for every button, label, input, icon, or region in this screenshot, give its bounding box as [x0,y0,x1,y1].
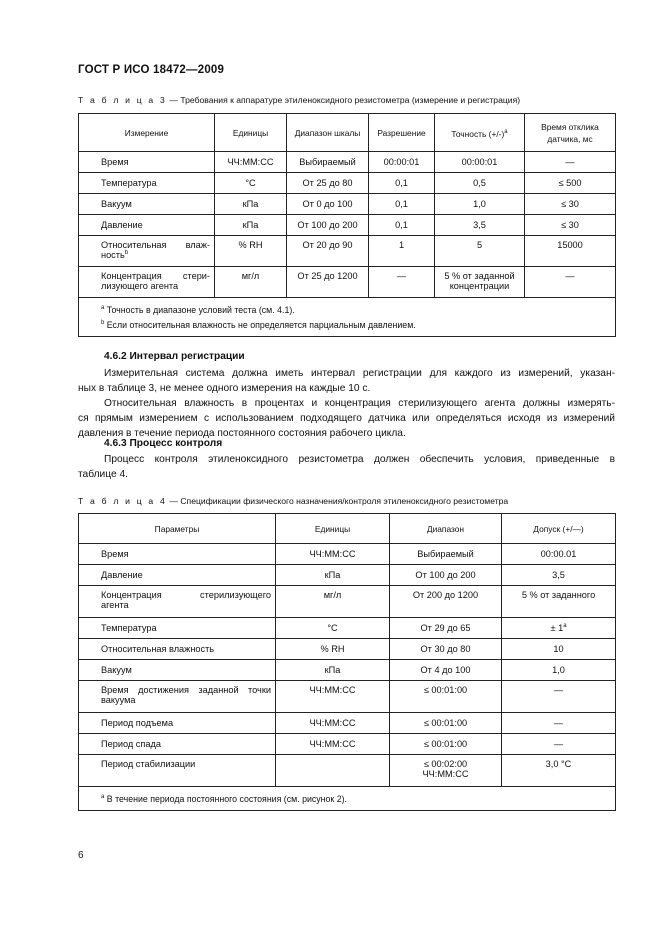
table4-cell-range: ≤ 00:02:00 ЧЧ:ММ:СС [390,755,502,787]
document-header: ГОСТ Р ИСО 18472—2009 [78,64,225,76]
table4-cell-units: ЧЧ:ММ:СС [276,734,390,755]
table3-cell-resolution: — [369,267,435,298]
table4-cell-units: кПа [276,660,390,681]
table4-cell-range: От 30 до 80 [390,639,502,660]
table3-cell-name: Температура [79,173,215,194]
table-row [79,215,616,236]
table3-cell-accuracy: 5 % от заданной концентрации [435,267,525,298]
table3-cell-accuracy: 00:00:01 [435,152,525,173]
table3-cell-range: Выбираемый [287,152,369,173]
table4-cell-tolerance: — [502,681,616,713]
table3-header-row [79,114,616,152]
table3-header-range: Диапазон шкалы [287,114,369,152]
table4-caption-text: — Спецификации физического назначения/контроля этиленоксидного резистометра [166,496,509,506]
table3-cell-response: ≤ 30 [525,194,616,215]
table-row [79,681,616,713]
table4-cell-range: ≤ 00:01:00 [390,734,502,755]
table3-cell-range: От 100 до 200 [287,215,369,236]
table4-cell-name: Период спада [79,734,276,755]
table4-footnotes-row [79,787,616,811]
table4-caption [78,496,508,506]
table3-cell-range: От 0 до 100 [287,194,369,215]
table3-caption-text: — Требования к аппаратуре этиленоксидного резистометра (измерение и регистрация) [166,95,521,105]
table4-cell-tolerance: — [502,713,616,734]
table3-cell-units: % RH [215,236,287,267]
table3-cell-units: мг/л [215,267,287,298]
table4 [78,513,616,811]
table3-cell-name: Время [79,152,215,173]
table4-cell-name: Температура [79,618,276,639]
table4-cell-name: Период подъема [79,713,276,734]
table4-cell-units: ЧЧ:ММ:СС [276,713,390,734]
table4-header-row [79,514,616,544]
table4-cell-tolerance: 3,5 [502,565,616,586]
table4-cell-range: От 4 до 100 [390,660,502,681]
table4-cell-units: мг/л [276,586,390,618]
table3-cell-range: От 25 до 1200 [287,267,369,298]
table3-header-resolution: Разрешение [369,114,435,152]
table4-cell-units [276,755,390,787]
table3 [78,113,616,337]
table3-cell-resolution: 0,1 [369,173,435,194]
table3-footnotes-row [79,298,616,337]
table3-cell-response: — [525,152,616,173]
section-4-6-2-paragraph-1: Измерительная система должна иметь интервал регистрации для каждого из измерений, указан- ных в таблице 3, не менее одного измерения на каждые 10 с. [78,368,615,395]
table-row [79,565,616,586]
table3-cell-units: кПа [215,194,287,215]
table4-cell-tolerance: 1,0 [502,660,616,681]
table4-cell-name: Относительная влажность [79,639,276,660]
table4-cell-range: От 200 до 1200 [390,586,502,618]
section-4-6-2-heading: 4.6.2 Интервал регистрации [104,351,245,362]
table-row [79,236,616,267]
table4-cell-units: кПа [276,565,390,586]
table4-cell-tolerance: 3,0 °С [502,755,616,787]
table3-cell-resolution: 0,1 [369,194,435,215]
table3-cell-name: Относительная влаж- ность$^b$ [79,236,215,267]
table4-cell-tolerance: 5 % от заданного [502,586,616,618]
table-row [79,586,616,618]
table3-footnote-a: $^a$ Точность в диапазоне условий теста (см. 4.1). [101,304,295,315]
table3-cell-response: ≤ 30 [525,215,616,236]
table3-cell-response: 15000 [525,236,616,267]
table4-cell-name: Вакуум [79,660,276,681]
table3-caption-prefix: Т а б л и ц а 3 [78,95,167,105]
table4-cell-tolerance: 10 [502,639,616,660]
table-row [79,713,616,734]
table3-header-response: Время отклика датчика, мс [525,114,616,152]
table3-header-accuracy: Точность $(+/-)^a$ [435,114,525,152]
table4-header-units: Единицы [276,514,390,544]
table3-cell-units: °С [215,173,287,194]
table4-header-range: Диапазон [390,514,502,544]
table4-cell-range: Выбираемый [390,544,502,565]
table-row [79,173,616,194]
table4-header-parameters: Параметры [79,514,276,544]
table4-cell-name: Давление [79,565,276,586]
table3-cell-range: От 20 до 90 [287,236,369,267]
table3-cell-resolution: 1 [369,236,435,267]
table3-footnotes [79,298,616,337]
table4-cell-units: ЧЧ:ММ:СС [276,544,390,565]
table-row [79,194,616,215]
table3-cell-response: ≤ 500 [525,173,616,194]
table4-footnotes [79,787,616,811]
table-row [79,618,616,639]
table4-cell-units: °С [276,618,390,639]
table-row [79,152,616,173]
table3-cell-accuracy: 1,0 [435,194,525,215]
table4-header-tolerance: Допуск (+/—) [502,514,616,544]
table3-cell-name: Вакуум [79,194,215,215]
table4-cell-name: Время [79,544,276,565]
table3-cell-accuracy: 5 [435,236,525,267]
table4-cell-name: Время достижения заданной точки вакуума [79,681,276,713]
table3-cell-resolution: 00:00:01 [369,152,435,173]
table4-cell-units: % RH [276,639,390,660]
table4-cell-range: ≤ 00:01:00 [390,713,502,734]
table4-cell-name: Период стабилизации [79,755,276,787]
table4-cell-range: ≤ 00:01:00 [390,681,502,713]
section-4-6-3-heading: 4.6.3 Процесс контроля [104,438,223,449]
table3-cell-accuracy: 0,5 [435,173,525,194]
table3-header-measurement: Измерение [79,114,215,152]
table-row [79,755,616,787]
table3-cell-units: ЧЧ:ММ:СС [215,152,287,173]
table4-cell-tolerance: — [502,734,616,755]
table4-cell-range: От 100 до 200 [390,565,502,586]
table4-cell-tolerance: ± $1^a$ [502,618,616,639]
page-number: 6 [78,850,84,861]
table4-footnote-a: $^a$ В течение периода постоянного состояния (см. рисунок 2). [101,793,347,804]
table4-cell-tolerance: 00:00.01 [502,544,616,565]
table3-header-units: Единицы [215,114,287,152]
table3-caption [78,95,520,105]
table3-cell-range: От 25 до 80 [287,173,369,194]
table3-cell-name: Концентрация стери- лизующего агента [79,267,215,298]
table3-footnote-b: $^b$ Если относительная влажность не определяется парциальным давлением. [101,319,416,330]
table3-cell-accuracy: 3,5 [435,215,525,236]
table-row [79,639,616,660]
table-row [79,734,616,755]
table4-cell-units: ЧЧ:ММ:СС [276,681,390,713]
table3-cell-name: Давление [79,215,215,236]
table3-cell-response: — [525,267,616,298]
table4-cell-name: Концентрация стерилизующего агента [79,586,276,618]
section-4-6-3-paragraph-1: Процесс контроля этиленоксидного резистометра должен обеспечить условия, приведенные в таблице 4. [78,454,615,481]
table4-caption-prefix: Т а б л и ц а 4 [78,496,167,506]
table3-cell-units: кПа [215,215,287,236]
table-row [79,544,616,565]
table-row [79,660,616,681]
table4-cell-range: От 29 до 65 [390,618,502,639]
table3-cell-resolution: 0,1 [369,215,435,236]
section-4-6-2-paragraph-2: Относительная влажность в процентах и концентрация стерилизующего агента должны измерять- ся прямым измерением с использованием подходящего датчика или определяться исходя из измерений давления в течение периода постоянного состояния рабочего цикла. [78,398,615,440]
table-row [79,267,616,298]
